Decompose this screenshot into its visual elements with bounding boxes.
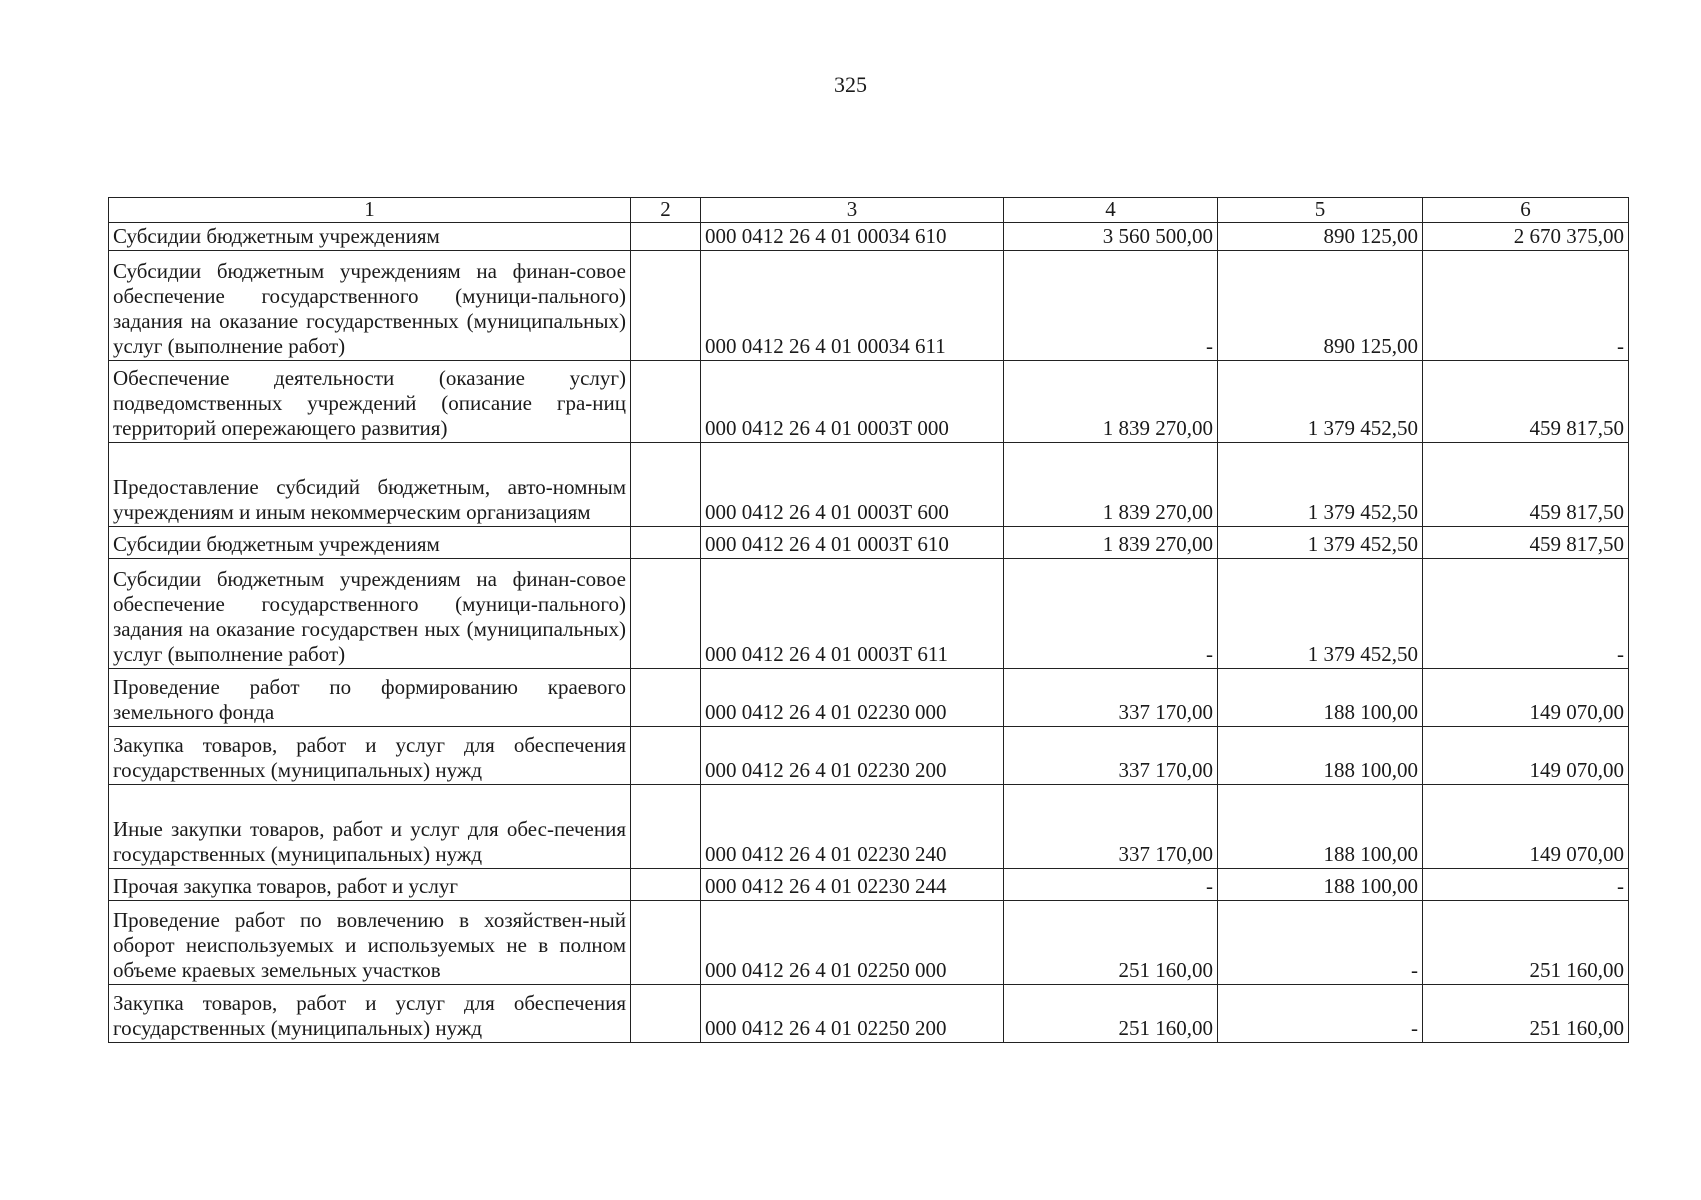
- row-value-6: 459 817,50: [1423, 443, 1629, 527]
- table-row: [109, 785, 1629, 869]
- row-name: Субсидии бюджетным учреждениям на финан-совое обеспечение государственного (муници-пального) задания на оказание государственных (муниципальных) услуг (выполнение работ): [109, 251, 631, 361]
- row-value-6: -: [1423, 559, 1629, 669]
- row-value-4: 251 160,00: [1004, 985, 1218, 1043]
- row-value-5: 188 100,00: [1218, 669, 1423, 727]
- table-row: [109, 251, 1629, 361]
- column-header-2: 2: [631, 198, 701, 223]
- row-value-6: 459 817,50: [1423, 527, 1629, 559]
- row-value-5: 1 379 452,50: [1218, 443, 1423, 527]
- row-value-6: 251 160,00: [1423, 985, 1629, 1043]
- table-row: [109, 985, 1629, 1043]
- row-code: 000 0412 26 4 01 02230 244: [701, 869, 1004, 901]
- row-col2: [631, 251, 701, 361]
- row-name: Закупка товаров, работ и услуг для обеспечения государственных (муниципальных) нужд: [109, 985, 631, 1043]
- row-value-6: -: [1423, 869, 1629, 901]
- table-row: [109, 443, 1629, 527]
- row-code: 000 0412 26 4 01 00034 610: [701, 223, 1004, 251]
- row-code: 000 0412 26 4 01 00034 611: [701, 251, 1004, 361]
- row-name: Предоставление субсидий бюджетным, авто-номным учреждениям и иным некоммерческим организациям: [109, 443, 631, 527]
- row-col2: [631, 985, 701, 1043]
- row-col2: [631, 527, 701, 559]
- row-code: 000 0412 26 4 01 02230 240: [701, 785, 1004, 869]
- column-header-4: 4: [1004, 198, 1218, 223]
- row-col2: [631, 869, 701, 901]
- row-value-5: 1 379 452,50: [1218, 559, 1423, 669]
- row-value-4: 3 560 500,00: [1004, 223, 1218, 251]
- budget-table: [108, 197, 1629, 1043]
- row-col2: [631, 443, 701, 527]
- row-value-6: 2 670 375,00: [1423, 223, 1629, 251]
- row-value-5: 188 100,00: [1218, 869, 1423, 901]
- row-value-4: 1 839 270,00: [1004, 527, 1218, 559]
- table-row: [109, 223, 1629, 251]
- row-name: Субсидии бюджетным учреждениям: [109, 223, 631, 251]
- row-value-4: -: [1004, 869, 1218, 901]
- row-code: 000 0412 26 4 01 02230 200: [701, 727, 1004, 785]
- column-header-3: 3: [701, 198, 1004, 223]
- row-value-6: 459 817,50: [1423, 361, 1629, 443]
- row-col2: [631, 727, 701, 785]
- row-code: 000 0412 26 4 01 0003Т 610: [701, 527, 1004, 559]
- row-value-6: -: [1423, 251, 1629, 361]
- row-name: Субсидии бюджетным учреждениям на финан-совое обеспечение государственного (муници-пального) задания на оказание государствен ных (муниципальных) услуг (выполнение работ): [109, 559, 631, 669]
- row-code: 000 0412 26 4 01 02250 200: [701, 985, 1004, 1043]
- row-value-4: 1 839 270,00: [1004, 361, 1218, 443]
- row-value-4: 337 170,00: [1004, 669, 1218, 727]
- row-code: 000 0412 26 4 01 02230 000: [701, 669, 1004, 727]
- row-value-4: 251 160,00: [1004, 901, 1218, 985]
- row-value-5: -: [1218, 901, 1423, 985]
- row-name: Проведение работ по формированию краевого земельного фонда: [109, 669, 631, 727]
- row-value-5: 1 379 452,50: [1218, 361, 1423, 443]
- row-col2: [631, 785, 701, 869]
- row-value-5: 188 100,00: [1218, 727, 1423, 785]
- row-col2: [631, 559, 701, 669]
- row-value-4: -: [1004, 559, 1218, 669]
- row-name: Закупка товаров, работ и услуг для обеспечения государственных (муниципальных) нужд: [109, 727, 631, 785]
- row-code: 000 0412 26 4 01 0003Т 600: [701, 443, 1004, 527]
- column-header-5: 5: [1218, 198, 1423, 223]
- row-col2: [631, 361, 701, 443]
- row-value-6: 149 070,00: [1423, 727, 1629, 785]
- column-header-6: 6: [1423, 198, 1629, 223]
- table-row: [109, 559, 1629, 669]
- row-value-5: 890 125,00: [1218, 223, 1423, 251]
- row-col2: [631, 223, 701, 251]
- row-name: Субсидии бюджетным учреждениям: [109, 527, 631, 559]
- page-number: 325: [834, 72, 867, 97]
- row-value-5: 188 100,00: [1218, 785, 1423, 869]
- row-code: 000 0412 26 4 01 02250 000: [701, 901, 1004, 985]
- row-value-4: -: [1004, 251, 1218, 361]
- column-header-1: 1: [109, 198, 631, 223]
- row-code: 000 0412 26 4 01 0003Т 000: [701, 361, 1004, 443]
- row-col2: [631, 669, 701, 727]
- row-name: Прочая закупка товаров, работ и услуг: [109, 869, 631, 901]
- row-value-4: 337 170,00: [1004, 785, 1218, 869]
- row-value-5: 1 379 452,50: [1218, 527, 1423, 559]
- row-col2: [631, 901, 701, 985]
- row-value-6: 149 070,00: [1423, 669, 1629, 727]
- header-row: [109, 198, 1629, 223]
- row-value-6: 251 160,00: [1423, 901, 1629, 985]
- table-row: [109, 361, 1629, 443]
- table-row: [109, 669, 1629, 727]
- table-row: [109, 869, 1629, 901]
- row-value-5: -: [1218, 985, 1423, 1043]
- row-name: Проведение работ по вовлечению в хозяйствен-ный оборот неиспользуемых и используемых не в полном объеме краевых земельных участков: [109, 901, 631, 985]
- table-row: [109, 527, 1629, 559]
- row-name: Иные закупки товаров, работ и услуг для обес-печения государственных (муниципальных) нужд: [109, 785, 631, 869]
- row-value-4: 337 170,00: [1004, 727, 1218, 785]
- row-value-4: 1 839 270,00: [1004, 443, 1218, 527]
- row-name: Обеспечение деятельности (оказание услуг) подведомственных учреждений (описание гра-ниц территорий опережающего развития): [109, 361, 631, 443]
- row-value-5: 890 125,00: [1218, 251, 1423, 361]
- row-value-6: 149 070,00: [1423, 785, 1629, 869]
- table-row: [109, 727, 1629, 785]
- table-row: [109, 901, 1629, 985]
- row-code: 000 0412 26 4 01 0003Т 611: [701, 559, 1004, 669]
